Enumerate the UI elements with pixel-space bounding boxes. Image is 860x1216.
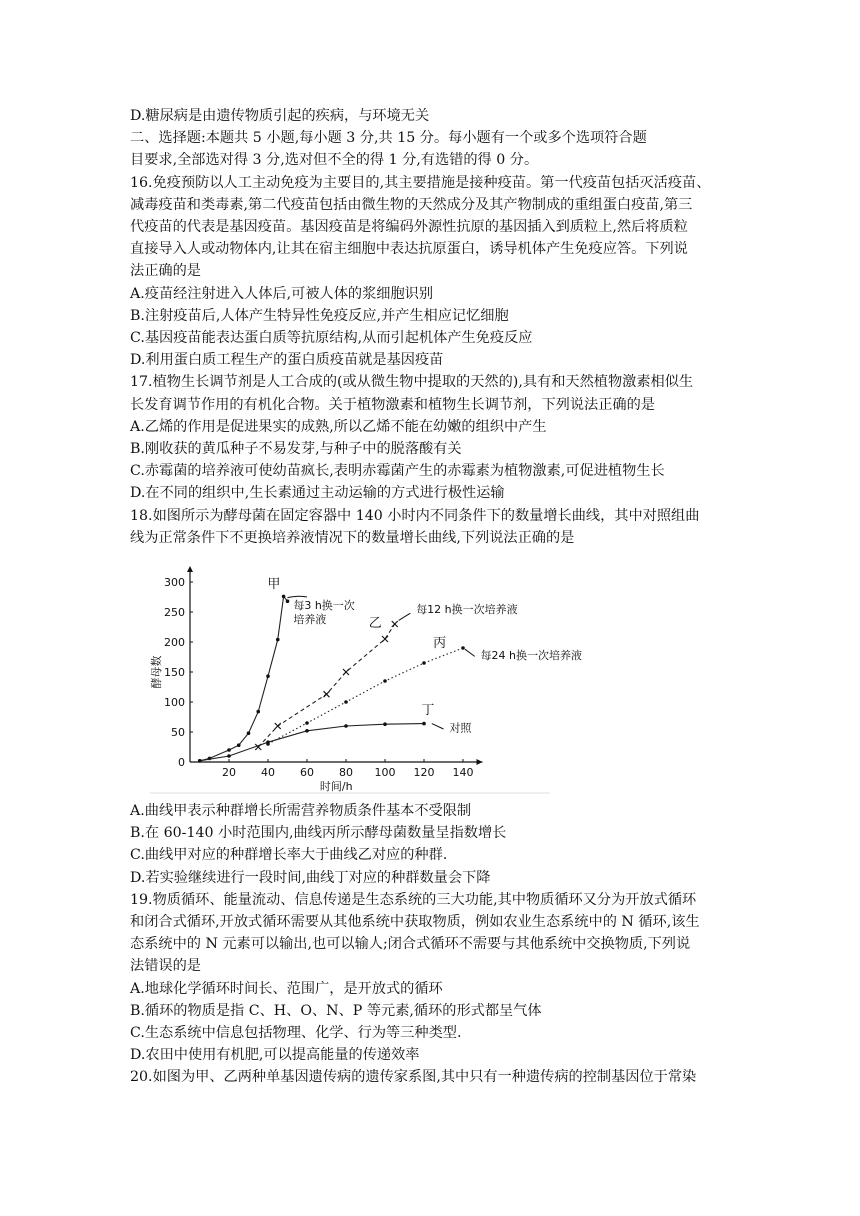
data-point	[227, 748, 231, 752]
data-point	[422, 722, 426, 726]
callout-ding	[432, 724, 444, 729]
text-line: C.基因疫苗能表达蛋白质等抗原结构,从而引起机体产生免疫反应	[130, 330, 533, 346]
x-tick-label: 20	[222, 766, 236, 779]
x-axis-label: 时间/h	[319, 780, 353, 793]
text-line: D.在不同的组织中,生长素通过主动运输的方式进行极性运输	[130, 485, 505, 502]
data-point	[256, 710, 260, 714]
data-point	[344, 700, 348, 704]
text-line: 17.植物生长调节剂是人工合成的(或从微生物中提取的天然的),具有和天然植物激素相似生	[130, 374, 694, 391]
y-axis-label: 酵母数	[150, 655, 163, 689]
x-tick-label: 40	[261, 766, 275, 779]
x-tick-label: 140	[452, 766, 474, 779]
data-point	[305, 721, 309, 725]
text-line: 19.物质循环、能量流动、信息传递是生态系统的三大功能,其中物质循环又分为开放式循环	[130, 891, 697, 908]
chart-svg	[150, 562, 583, 794]
text-line: 16.免疫预防以人工主动免疫为主要目的,其主要措施是接种疫苗。第一代疫苗包括灭活疫苗、	[130, 174, 711, 191]
text-line: 二、选择题:本题共 5 小题,每小题 3 分,共 15 分。每小题有一个或多个选项符合题	[130, 130, 647, 147]
text-line: B.刚收获的黄瓜种子不易发芽,与种子中的脱落酸有关	[130, 441, 462, 457]
data-point	[227, 754, 231, 758]
y-tick-label: 100	[164, 696, 185, 709]
callout-bing	[465, 649, 475, 656]
data-point	[276, 638, 280, 642]
text-line: D.糖尿病是由遗传物质引起的疾病，与环境无关	[130, 108, 430, 124]
text-line: 代疫苗的代表是基因疫苗。基因疫苗是将编码外源性抗原的基因插入到质粒上,然后将质粒	[130, 219, 688, 235]
x-tick-label: 120	[413, 766, 435, 779]
series-label-jia: 甲	[267, 577, 281, 592]
data-point	[324, 691, 330, 697]
data-point	[382, 636, 388, 642]
y-tick-label: 200	[164, 636, 185, 649]
data-point	[305, 729, 309, 733]
text-line: D.利用蛋白质工程生产的蛋白质疫苗就是基因疫苗	[130, 352, 444, 369]
data-point	[343, 669, 349, 675]
text-line: 和闭合式循环,开放式循环需要从其他系统中获取物质，例如农业生态系统中的 N 循环,该生	[130, 914, 700, 930]
text-line: 长发育调节作用的有机化合物。关于植物激素和植物生长调节剂，下列说法正确的是	[130, 396, 655, 413]
y-tick-label: 0	[178, 756, 185, 769]
text-line: B.注射疫苗后,人体产生特异性免疫反应,并产生相应记忆细胞	[130, 307, 509, 324]
text-line: D.若实验继续进行一段时间,曲线丁对应的种群数量会下降	[130, 869, 491, 886]
y-tick-label: 250	[164, 606, 185, 619]
x-tick-label: 80	[339, 766, 353, 779]
callout-yi	[399, 613, 411, 620]
text-line: D.农田中使用有机肥,可以提高能量的传递效率	[130, 1047, 420, 1064]
data-point	[266, 674, 270, 678]
text-line: 减毒疫苗和类毒素,第二代疫苗包括由微生物的天然成分及其产物制成的重组蛋白疫苗,第三	[130, 196, 693, 213]
series-line-丙	[268, 648, 463, 744]
annotation-yi: 每12 h换一次培养液	[416, 603, 518, 617]
annotation-jia-2: 培养液	[293, 612, 327, 626]
x-tick-label: 100	[374, 766, 396, 779]
x-axis-arrow	[477, 759, 483, 765]
data-point	[198, 759, 202, 763]
series-label-yi: 乙	[368, 616, 382, 631]
text-line: A.地球化学循环时间长、范围广，是开放式的循环	[130, 980, 443, 997]
text-line: A.乙烯的作用是促进果实的成熟,所以乙烯不能在幼嫩的组织中产生	[130, 418, 547, 435]
text-line: B.在 60-140 小时范围内,曲线丙所示酵母菌数量呈指数增长	[130, 825, 507, 842]
y-tick-label: 300	[164, 576, 185, 589]
x-tick-label: 60	[300, 766, 314, 779]
y-axis-arrow	[187, 566, 193, 572]
y-tick-label: 150	[164, 666, 185, 679]
text-line: 线为正常条件下不更换培养液情况下的数量增长曲线,下列说法正确的是	[130, 529, 575, 546]
data-point	[282, 595, 286, 599]
annotation-ding: 对照	[449, 721, 472, 735]
data-point	[266, 740, 270, 744]
data-point	[461, 646, 465, 650]
series-line-甲	[200, 596, 288, 760]
data-point	[344, 724, 348, 728]
text-line: 法正确的是	[130, 263, 201, 280]
data-point	[422, 661, 426, 665]
series-label-bing: 丙	[433, 635, 447, 651]
text-line: 20.如图为甲、乙两种单基因遗传病的遗传家系图,其中只有一种遗传病的控制基因位于常染	[130, 1069, 697, 1086]
data-point	[383, 679, 387, 683]
y-tick-label: 50	[171, 726, 185, 739]
callout-jia	[288, 596, 308, 597]
data-point	[247, 731, 251, 735]
text-line: 态系统中的 N 元素可以输出,也可以输人;闭合式循环不需要与其他系统中交换物质,下列说	[130, 936, 691, 953]
text-line: 直接导入人或动物体内,让其在宿主细胞中表达抗原蛋白，诱导机体产生免疫应答。下列说	[130, 241, 688, 258]
text-line: B.循环的物质是指 C、H、O、N、P 等元素,循环的形式都呈气体	[130, 1002, 542, 1019]
text-line: 18.如图所示为酵母菌在固定容器中 140 小时内不同条件下的数量增长曲线，其中对照组曲	[130, 507, 700, 524]
data-point	[383, 722, 387, 726]
text-line: C.赤霉菌的培养液可使幼苗疯长,表明赤霉菌产生的赤霉素为植物激素,可促进植物生长	[130, 463, 665, 480]
text-line: A.疫苗经注射进入人体后,可被人体的浆细胞识别	[130, 285, 434, 302]
data-point	[286, 599, 290, 603]
annotation-jia-1: 每3 h换一次	[293, 599, 355, 612]
text-line: A.曲线甲表示种群增长所需营养物质条件基本不受限制	[130, 803, 472, 819]
series-line-丁	[200, 724, 424, 761]
data-point	[275, 723, 281, 729]
text-line: 法错误的是	[130, 958, 201, 975]
series-label-ding: 丁	[421, 703, 435, 718]
text-line: C.曲线甲对应的种群增长率大于曲线乙对应的种群.	[130, 847, 448, 864]
text-line: 目要求,全部选对得 3 分,选对但不全的得 1 分,有选错的得 0 分。	[130, 152, 539, 169]
data-point	[392, 621, 398, 627]
yeast-growth-chart	[150, 562, 583, 794]
data-point	[237, 743, 241, 747]
text-line: C.生态系统中信息包括物理、化学、行为等三种类型.	[130, 1025, 462, 1041]
annotation-bing: 每24 h换一次培养液	[480, 648, 583, 662]
